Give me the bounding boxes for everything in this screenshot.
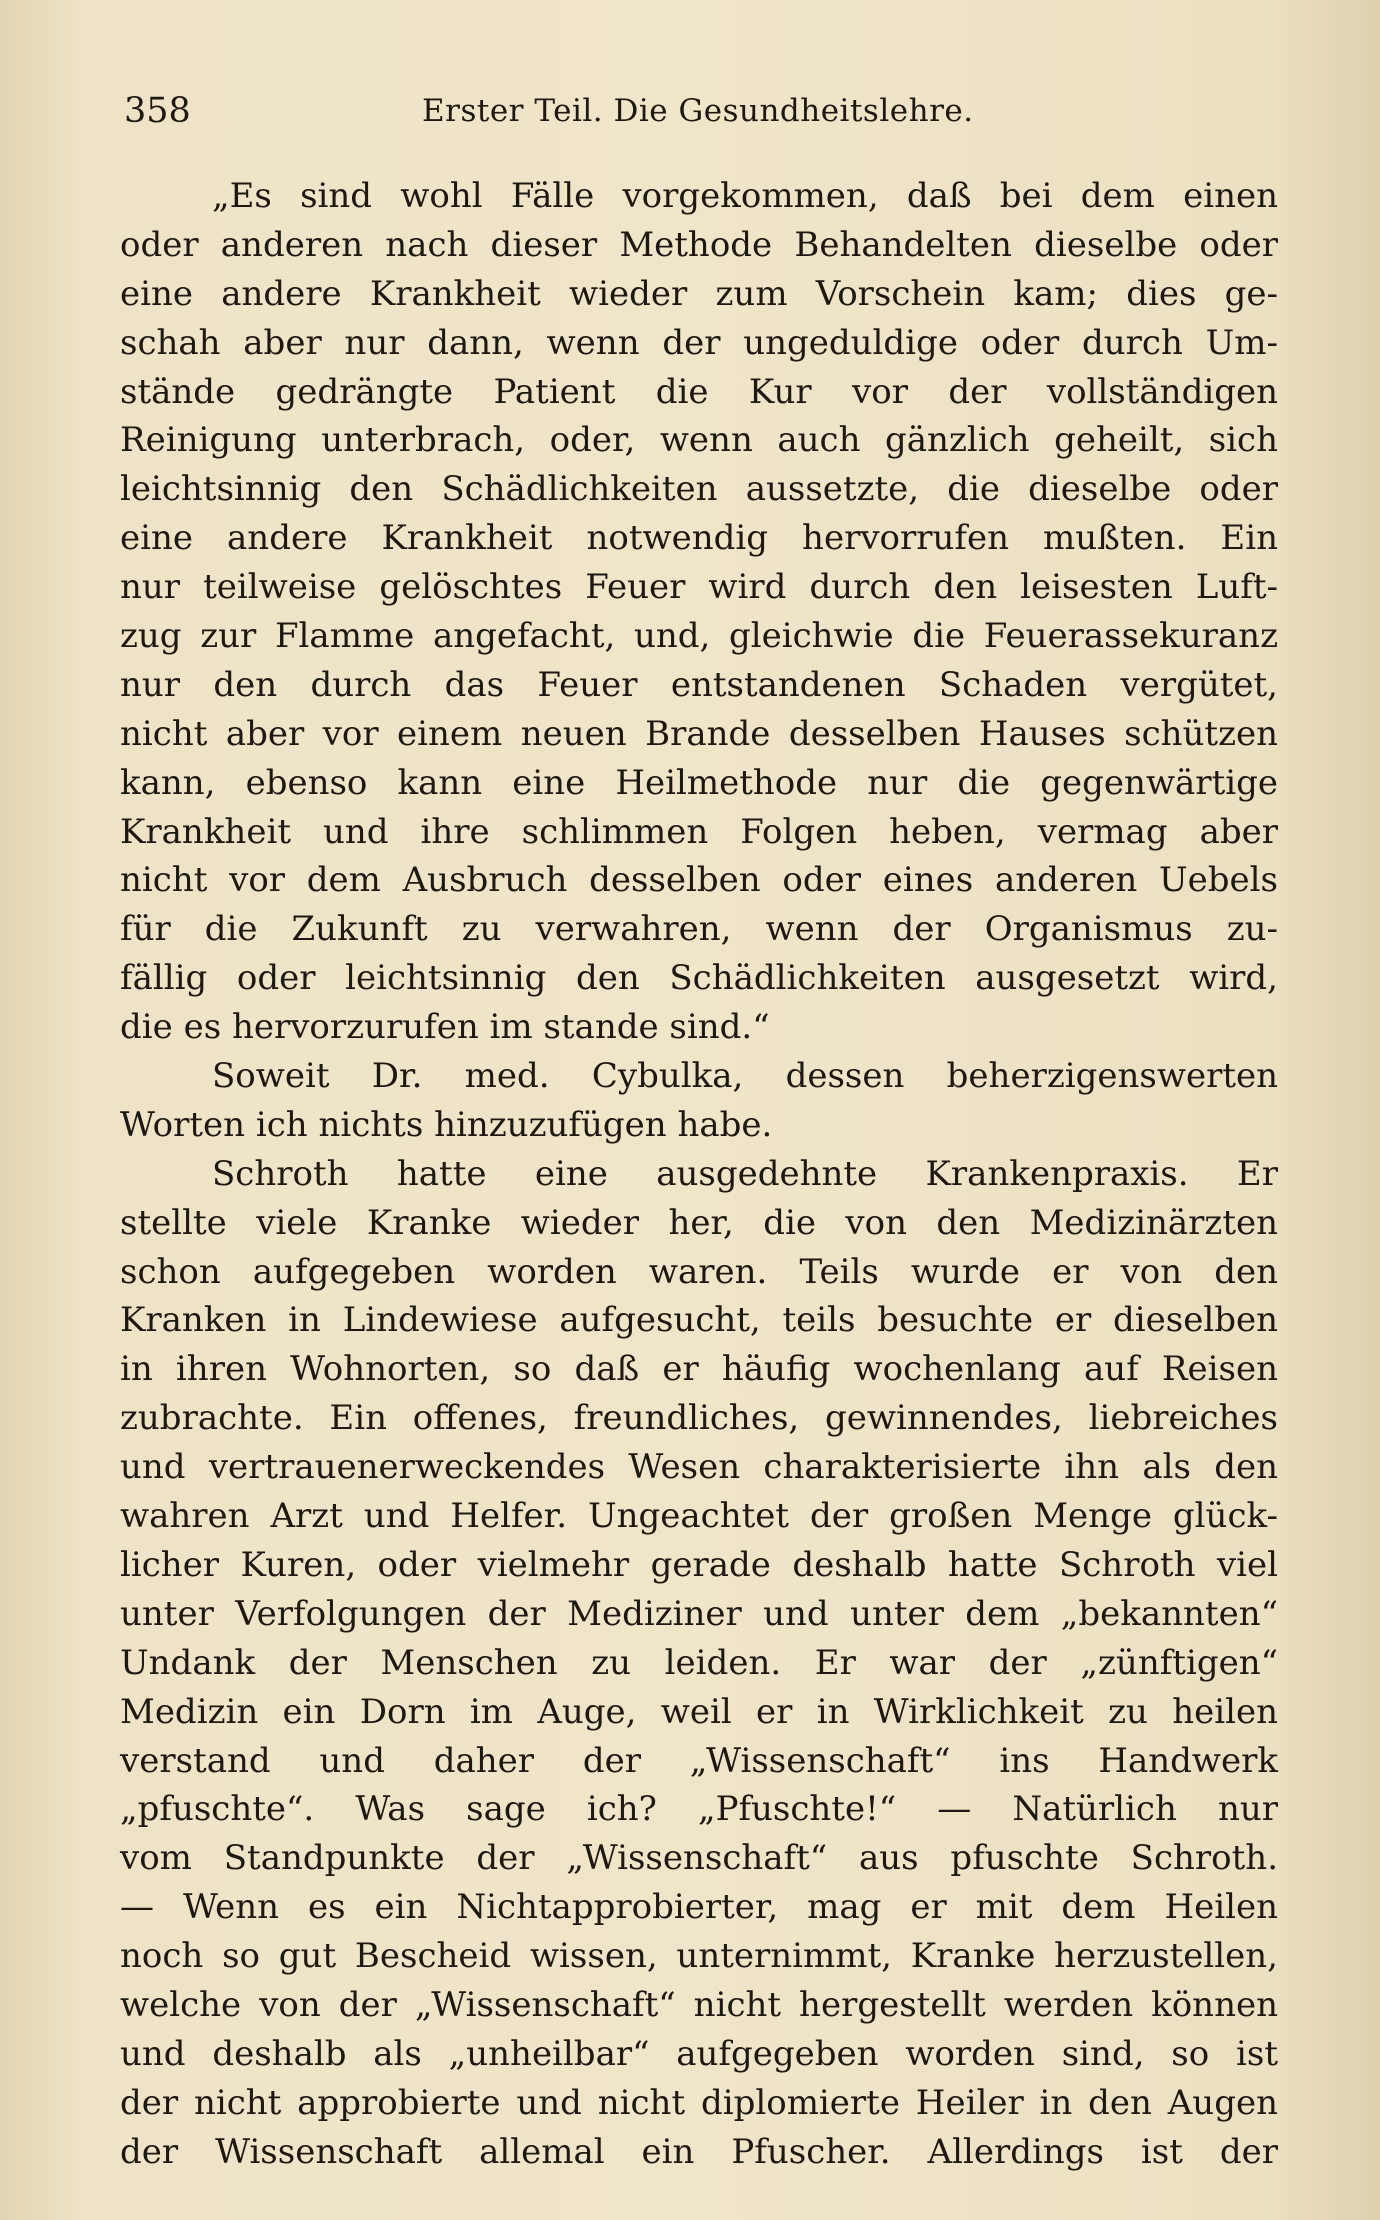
text-line: unter Verfolgungen der Mediziner und unter dem „bekannten“ — [120, 1593, 1278, 1634]
text-line: licher Kuren, oder vielmehr gerade deshalb hatte Schroth viel — [120, 1544, 1278, 1585]
text-line: stellte viele Kranke wieder her, die von den Medizinärzten — [120, 1202, 1278, 1243]
text-line: wahren Arzt und Helfer. Ungeachtet der großen Menge glück- — [120, 1496, 1278, 1537]
text-line: für die Zukunft zu verwahren, wenn der Organismus zu- — [120, 909, 1278, 950]
text-line: vom Standpunkte der „Wissenschaft“ aus pfuschte Schroth. — [120, 1838, 1278, 1879]
text-line: der nicht approbierte und nicht diplomierte Heiler in den Augen — [120, 2082, 1278, 2123]
text-line: kann, ebenso kann eine Heilmethode nur die gegenwärtige — [120, 762, 1278, 803]
text-line: zug zur Flamme angefacht, und, gleichwie die Feuerassekuranz — [120, 616, 1278, 657]
text-line: leichtsinnig den Schädlichkeiten aussetzte, die dieselbe oder — [120, 469, 1278, 510]
text-line: nur den durch das Feuer entstandenen Schaden vergütet, — [120, 664, 1278, 705]
text-line: in ihren Wohnorten, so daß er häufig wochenlang auf Reisen — [120, 1349, 1278, 1390]
text-line: eine andere Krankheit wieder zum Vorschein kam; dies ge- — [120, 273, 1278, 314]
text-line: verstand und daher der „Wissenschaft“ ins Handwerk — [120, 1740, 1278, 1781]
text-line: schah aber nur dann, wenn der ungeduldige oder durch Um- — [120, 322, 1278, 363]
text-line: Medizin ein Dorn im Auge, weil er in Wirklichkeit zu heilen — [120, 1691, 1278, 1732]
text-line: stände gedrängte Patient die Kur vor der vollständigen — [120, 371, 1278, 412]
text-line: nur teilweise gelöschtes Feuer wird durch den leisesten Luft- — [120, 567, 1278, 608]
text-line: Kranken in Lindewiese aufgesucht, teils besuchte er dieselben — [120, 1300, 1278, 1341]
text-line: oder anderen nach dieser Methode Behandelten dieselbe oder — [120, 224, 1278, 265]
text-line: — Wenn es ein Nichtapprobierter, mag er mit dem Heilen — [120, 1887, 1278, 1928]
page-header — [124, 86, 1284, 136]
text-line: Worten ich nichts hinzuzufügen habe. — [120, 1104, 773, 1145]
text-line: schon aufgegeben worden waren. Teils wurde er von den — [120, 1251, 1278, 1292]
text-line: fällig oder leichtsinnig den Schädlichkeiten ausgesetzt wird, — [120, 958, 1278, 999]
running-head: Erster Teil. Die Gesundheitslehre. — [422, 93, 974, 129]
text-line: welche von der „Wissenschaft“ nicht hergestellt werden können — [120, 1984, 1278, 2025]
text-line: noch so gut Bescheid wissen, unternimmt, Kranke herzustellen, — [120, 1936, 1278, 1977]
text-line: Krankheit und ihre schlimmen Folgen heben, vermag aber — [120, 811, 1278, 852]
page-number: 358 — [124, 91, 191, 131]
text-line: Schroth hatte eine ausgedehnte Krankenpraxis. Er — [212, 1153, 1278, 1194]
text-line: eine andere Krankheit notwendig hervorrufen mußten. Ein — [120, 518, 1278, 559]
text-line: und vertrauenerweckendes Wesen charakterisierte ihn als den — [120, 1447, 1278, 1488]
text-line: „pfuschte“. Was sage ich? „Pfuschte!“ — Natürlich nur — [120, 1789, 1278, 1830]
text-line: der Wissenschaft allemal ein Pfuscher. Allerdings ist der — [120, 2131, 1278, 2172]
text-line: „Es sind wohl Fälle vorgekommen, daß bei dem einen — [212, 176, 1278, 216]
text-line: nicht vor dem Ausbruch desselben oder eines anderen Uebels — [120, 860, 1278, 901]
text-line: und deshalb als „unheilbar“ aufgegeben worden sind, so ist — [120, 2033, 1278, 2074]
body-text — [120, 172, 1278, 2177]
text-line: Soweit Dr. med. Cybulka, dessen beherzigenswerten — [212, 1056, 1278, 1097]
text-line: die es hervorzurufen im stande sind.“ — [120, 1007, 770, 1048]
text-line: Reinigung unterbrach, oder, wenn auch gänzlich geheilt, sich — [120, 420, 1278, 461]
text-line: zubrachte. Ein offenes, freundliches, gewinnendes, liebreiches — [120, 1398, 1278, 1439]
text-line: nicht aber vor einem neuen Brande desselben Hauses schützen — [120, 713, 1278, 754]
text-line: Undank der Menschen zu leiden. Er war der „zünftigen“ — [120, 1642, 1278, 1683]
